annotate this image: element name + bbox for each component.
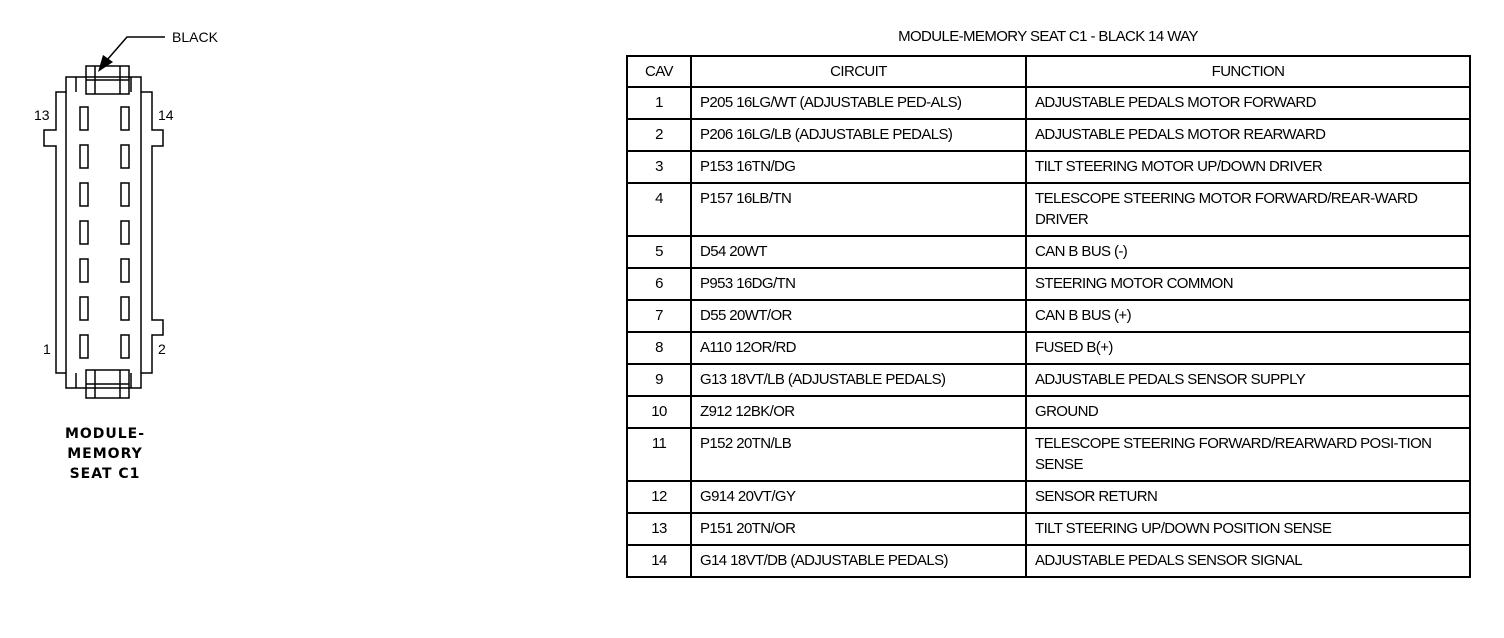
connector-name-line: MODULE- [64,426,146,442]
circuit-cell: P206 16LG/LB (ADJUSTABLE PEDALS) [691,119,1026,151]
function-cell: ADJUSTABLE PEDALS MOTOR FORWARD [1026,87,1470,119]
circuit-cell: G14 18VT/DB (ADJUSTABLE PEDALS) [691,545,1026,577]
cavity-5 [80,259,88,282]
pinout-table [626,55,1471,578]
cav-cell: 4 [627,183,691,236]
connector-body-outline [44,77,163,388]
cavity-12 [121,145,129,168]
function-cell: ADJUSTABLE PEDALS MOTOR REARWARD [1026,119,1470,151]
bottom-latch [76,370,131,398]
cavity-7 [80,221,88,244]
cav-cell: 5 [627,236,691,268]
cavity-10 [121,183,129,206]
function-cell: TELESCOPE STEERING FORWARD/REARWARD POSI-TION SENSE [1026,428,1470,481]
function-cell: ADJUSTABLE PEDALS SENSOR SIGNAL [1026,545,1470,577]
table-row [627,300,1470,332]
circuit-cell: P153 16TN/DG [691,151,1026,183]
circuit-cell: D55 20WT/OR [691,300,1026,332]
table-row [627,545,1470,577]
table-row [627,268,1470,300]
cavity-8 [121,221,129,244]
cavity-1 [80,335,88,358]
table-row [627,151,1470,183]
function-cell: STEERING MOTOR COMMON [1026,268,1470,300]
connector-name-line: MEMORY [67,446,143,462]
pin-label-2: 2 [158,341,166,357]
pin-label-13: 13 [34,107,50,123]
function-cell: CAN B BUS (-) [1026,236,1470,268]
cav-cell: 2 [627,119,691,151]
table-row [627,481,1470,513]
cav-cell: 3 [627,151,691,183]
cavity-3 [80,297,88,320]
circuit-cell: Z912 12BK/OR [691,396,1026,428]
circuit-cell: P953 16DG/TN [691,268,1026,300]
cav-cell: 10 [627,396,691,428]
table-row [627,513,1470,545]
color-arrowhead [98,55,113,72]
header-cav: CAV [627,56,691,87]
pin-label-14: 14 [158,107,174,123]
cavity-11 [80,145,88,168]
cavity-9 [80,183,88,206]
cavity-14 [121,107,129,130]
cav-cell: 14 [627,545,691,577]
table-row [627,332,1470,364]
color-label: BLACK [172,29,218,45]
cav-cell: 11 [627,428,691,481]
cav-cell: 12 [627,481,691,513]
pin-label-1: 1 [43,341,51,357]
top-latch [76,66,131,94]
table-row [627,236,1470,268]
function-cell: SENSOR RETURN [1026,481,1470,513]
function-cell: GROUND [1026,396,1470,428]
header-function: FUNCTION [1026,56,1470,87]
table-row [627,183,1470,236]
circuit-cell: A110 12OR/RD [691,332,1026,364]
cavity-4 [121,297,129,320]
table-title: MODULE-MEMORY SEAT C1 - BLACK 14 WAY [898,28,1198,45]
function-cell: TILT STEERING UP/DOWN POSITION SENSE [1026,513,1470,545]
header-circuit: CIRCUIT [691,56,1026,87]
circuit-cell: P151 20TN/OR [691,513,1026,545]
cav-cell: 6 [627,268,691,300]
circuit-cell: P152 20TN/LB [691,428,1026,481]
function-cell: CAN B BUS (+) [1026,300,1470,332]
color-leader-line [107,37,165,60]
cavity-6 [121,259,129,282]
cav-cell: 1 [627,87,691,119]
circuit-cell: D54 20WT [691,236,1026,268]
function-cell: FUSED B(+) [1026,332,1470,364]
table-row [627,428,1470,481]
cav-cell: 9 [627,364,691,396]
circuit-cell: P205 16LG/WT (ADJUSTABLE PED-ALS) [691,87,1026,119]
cavity-13 [80,107,88,130]
table-row [627,364,1470,396]
function-cell: ADJUSTABLE PEDALS SENSOR SUPPLY [1026,364,1470,396]
function-cell: TILT STEERING MOTOR UP/DOWN DRIVER [1026,151,1470,183]
function-cell: TELESCOPE STEERING MOTOR FORWARD/REAR-WARD DRIVER [1026,183,1470,236]
connector-name [40,424,170,484]
cavity-2 [121,335,129,358]
cav-cell: 13 [627,513,691,545]
table-row [627,396,1470,428]
header-row [627,56,1470,87]
cav-cell: 8 [627,332,691,364]
circuit-cell: G914 20VT/GY [691,481,1026,513]
cav-cell: 7 [627,300,691,332]
circuit-cell: G13 18VT/LB (ADJUSTABLE PEDALS) [691,364,1026,396]
circuit-cell: P157 16LB/TN [691,183,1026,236]
table-row [627,87,1470,119]
table-row [627,119,1470,151]
connector-name-line: SEAT C1 [69,466,141,482]
